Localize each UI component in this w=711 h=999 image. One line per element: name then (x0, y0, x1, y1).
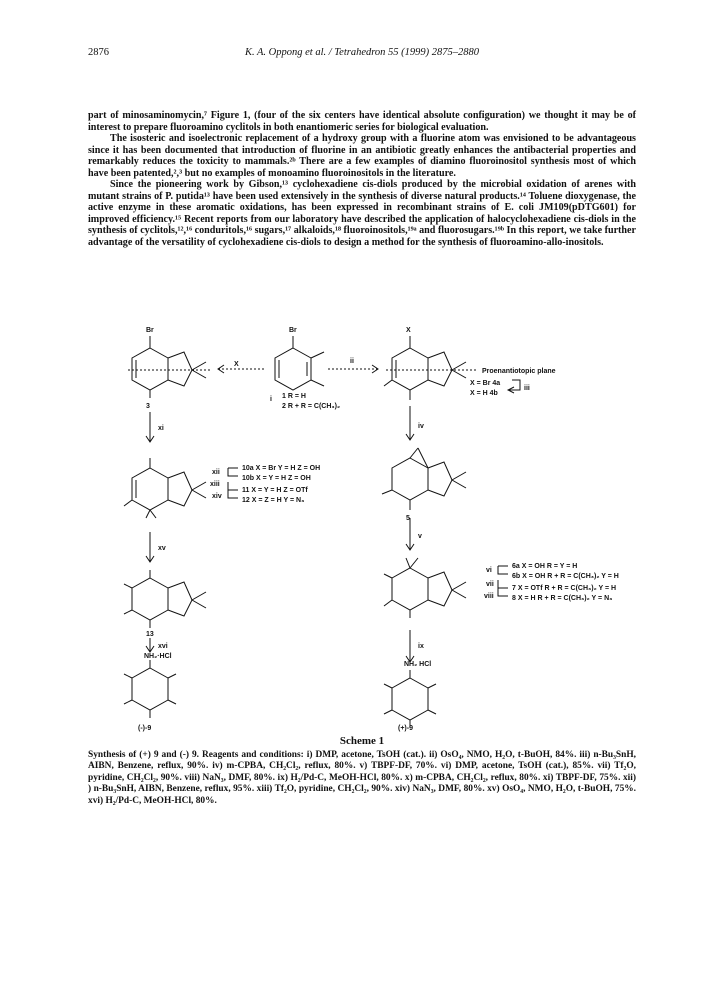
step-xvi: xvi (158, 643, 168, 650)
step-x: X (234, 361, 239, 368)
label-br1: Br (146, 327, 154, 334)
body-text (88, 110, 636, 249)
step-i: i (270, 396, 272, 403)
paragraph: part of minosaminomycin,⁷ Figure 1, (four of the six centers have identical absolute configuration) we thought it may be of interest to prepare fluoroamino cyclitols in both enantiomeric series for biological evaluation. (88, 110, 636, 133)
scheme-title: Scheme 1 (339, 735, 385, 747)
label-r1: 1 R = H (282, 393, 306, 400)
step-xii: xii (212, 469, 220, 476)
ring (132, 348, 168, 390)
label-3: 3 (146, 403, 150, 410)
label-4a: X = Br 4a (470, 380, 501, 387)
reaction-scheme (88, 318, 636, 733)
label-r2: 2 R + R = C(CH₃)₂ (282, 403, 341, 410)
label-nh2hcl-plus: NH₂ HCl (404, 661, 432, 668)
desc-6b: 6b X = OH R + R = C(CH₃)₂ Y = H (512, 573, 619, 580)
step-iii: iii (524, 385, 530, 392)
desc-6a: 6a X = OH R = Y = H (512, 563, 578, 570)
label-nh2hcl-minus: NH₂·HCl (144, 653, 172, 660)
step-v: v (418, 533, 422, 540)
desc-8: 8 X = H R + R = C(CH₃)₂ Y = N₃ (512, 595, 613, 602)
step-xiv: xiv (212, 493, 222, 500)
step-iv: iv (418, 423, 424, 430)
paragraph: The isosteric and isoelectronic replacement of a hydroxy group with a fluorine atom was envisioned to be advantageous since it has been documented that introduction of fluorine in an antibiotic greatly enhances the antibacterial properties and remarkably reduces the toxicity to mammals.²ᵇ There are a few examples of diamino fluoroinositol synthesis most of which have been patented,²,³ but no examples of monoamino fluoroinositols in the literature. (88, 133, 636, 179)
label-plus9: (+)-9 (398, 725, 413, 732)
step-viii: viii (484, 593, 494, 600)
step-xv: xv (158, 545, 166, 552)
step-vii: vii (486, 581, 494, 588)
running-title: K. A. Oppong et al. / Tetrahedron 55 (1999) 2875–2880 (244, 47, 480, 58)
desc-10b: 10b X = Y = H Z = OH (242, 475, 311, 482)
desc-7: 7 X = OTf R + R = C(CH₃)₂ Y = H (512, 585, 617, 592)
scheme-drawing (88, 318, 636, 733)
label-5: 5 (406, 515, 410, 522)
desc-10a: 10a X = Br Y = H Z = OH (242, 465, 321, 472)
label-br2: Br (289, 327, 297, 334)
step-vi: vi (486, 567, 492, 574)
paragraph: Since the pioneering work by Gibson,¹³ cyclohexadiene cis-diols produced by the microbial oxidation of arenes with mutant strains of P. putida¹³ have been used extensively in the synthesis of diverse natural products.¹⁴ Toluene dioxygenase, the active enzyme in these aromatic oxidations, has been expressed in recombinant strains of E. coli JM109(pDTG601) for improved efficiency.¹⁵ Recent reports from our laboratory have described the application of halocyclohexadiene cis-diols in the synthesis of cyclitols,¹²,¹⁶ conduritols,¹⁶ sugars,¹⁷ alkaloids,¹⁸ fluoroinositols,¹⁹ᵃ and fluorosugars.¹⁹ᵇ In this report, we take further advantage of the versatility of cyclohexadiene cis-diols to design a method for the synthesis of fluoroamino-allo-inositols. (88, 179, 636, 249)
desc-11: 11 X = Y = H Z = OTf (242, 487, 308, 494)
step-ii: ii (350, 358, 354, 365)
step-xiii: xiii (210, 481, 220, 488)
label-4b: X = H 4b (470, 390, 498, 397)
acetonide (168, 352, 192, 386)
scheme-caption (88, 750, 636, 807)
label-plane: Proenantiotopic plane (482, 368, 556, 375)
desc-12: 12 X = Z = H Y = N₃ (242, 497, 305, 504)
label-13: 13 (146, 631, 154, 638)
label-x-top: X (406, 327, 411, 334)
step-ix: ix (418, 643, 424, 650)
page-number: 2876 (88, 47, 109, 58)
caption-text: Synthesis of (+) 9 and (-) 9. Reagents and conditions: i) DMP, acetone, TsOH (cat.). ii) OsO₄, NMO, H₂O, t-BuOH, 84%. iii) n-Bu₃SnH, AIBN, Benzene, reflux, 90%. iv) m-CPBA, CH₂Cl₂, reflux, 80%. v) TBPF-DF, 70%. vi) DMP, acetone, TsOH (cat.), 85%. vii) Tf₂O, pyridine, CH₂Cl₂, 90%. viii) NaN₃, DMF, 80%. ix) H₂/Pd-C, MeOH-HCl, 80%. x) m-CPBA, CH₂Cl₂, reflux, 80%. xi) TBPF-DF, 75%. xii) ) n-Bu₃SnH, AIBN, Benzene, reflux, 95%. xiii) Tf₂O, pyridine, CH₂Cl₂, 90%. xiv) NaN₃, DMF, 80%. xv) OsO₄, NMO, H₂O, t-BuOH, 75%. xvi) H₂/Pd-C, MeOH-HCl, 80%. (88, 750, 636, 806)
label-minus9: (-)-9 (138, 725, 152, 732)
step-xi: xi (158, 425, 164, 432)
